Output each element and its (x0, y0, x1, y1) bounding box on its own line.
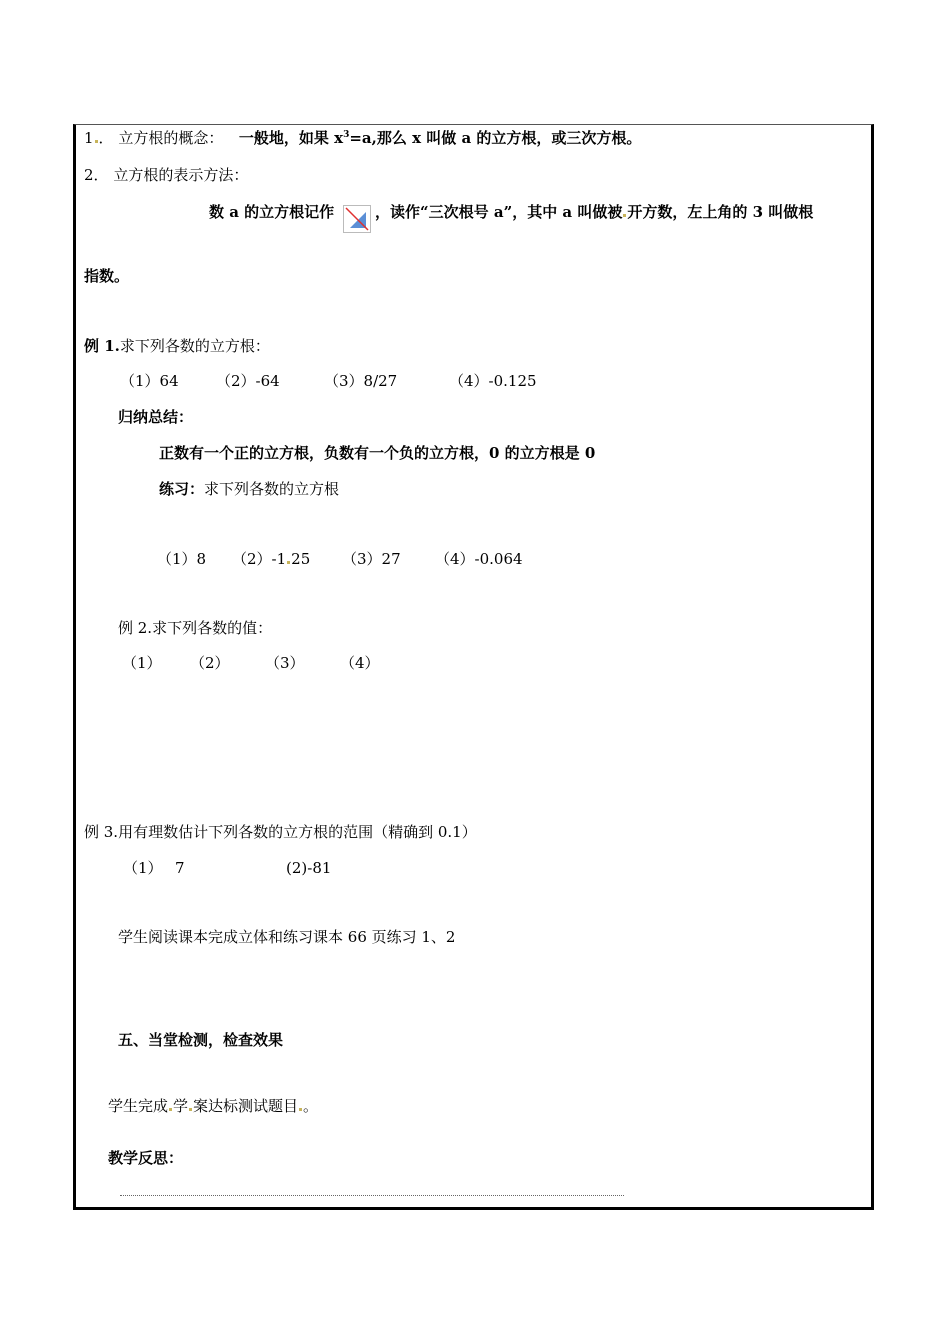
example2-item-1: （1） (122, 654, 162, 672)
concept-line: 1 ． 立方根的概念： 一般地，如果 $x^3=a$,那么 x 叫做 a 的立方根，或三次方根。 (84, 129, 642, 147)
example2-title: 例 2.求下列各数的值： (118, 619, 273, 637)
example1-prompt: 求下列各数的立方根： (119, 337, 270, 355)
concept-superscript: 3 (343, 130, 350, 140)
example1-title (84, 336, 270, 356)
representation-text-a: 数 a 的立方根记作 (209, 203, 335, 221)
reading-text: 学生阅读课本完成立体和练习课本 66 页练习 1、2 (118, 928, 456, 946)
practice-item-3: （3）27 (342, 550, 401, 568)
example3-item-2: (2)-81 (286, 859, 332, 877)
example1-label: 例 1. (84, 337, 120, 355)
concept-label: 立方根的概念： (118, 129, 224, 147)
yellow-mark (623, 214, 626, 217)
complete-line (108, 1096, 318, 1116)
yellow-mark (169, 1108, 172, 1111)
example3-item-1-value: 7 (175, 859, 185, 877)
concept-number: 1 (84, 129, 94, 147)
practice-text: 求下列各数的立方根 (204, 480, 340, 498)
broken-image-icon (343, 205, 371, 233)
complete-text-b: 学 (173, 1097, 189, 1115)
example3-title: 例 3.用有理数估计下列各数的立方根的范围（精确到 0.1） (84, 823, 477, 841)
yellow-mark (299, 1108, 302, 1111)
example1-item-3: （3）8/27 (324, 372, 398, 390)
section5-title: 五、当堂检测，检查效果 (118, 1031, 284, 1049)
representation-text-d: 指数。 (84, 267, 130, 285)
example1-item-2: （2）-64 (216, 372, 280, 390)
representation-text-b: ，读作“三次根号 a”，其中 a 叫做被 (375, 203, 623, 221)
practice-item-1: （1）8 (157, 550, 207, 568)
practice-label: 练习： (159, 480, 205, 498)
representation-number: 2． (84, 166, 109, 184)
example2-item-3: （3） (265, 654, 305, 672)
yellow-mark (287, 561, 290, 564)
representation-text-b-line (375, 202, 813, 222)
complete-text-a: 学生完成 (108, 1097, 169, 1115)
concept-text-b: =a,那么 x 叫做 a 的立方根，或三次方根。 (349, 129, 642, 147)
example1-item-1: （1）64 (120, 372, 179, 390)
yellow-mark (95, 140, 98, 143)
complete-text-c: 案达标测试题目 (193, 1097, 299, 1115)
representation-label: 立方根的表示方法： (113, 166, 249, 184)
reflection-title: 教学反思： (108, 1149, 184, 1167)
complete-text-d: 。 (303, 1097, 319, 1115)
concept-text-a: 一般地，如果 x (238, 129, 344, 147)
practice-item-2: （2）-1 25 (232, 550, 311, 568)
yellow-mark (189, 1108, 192, 1111)
example2-item-4: （4） (340, 654, 380, 672)
representation-text-c: 开方数，左上角的 3 叫做根 (627, 203, 814, 221)
reflection-dotted-line (120, 1195, 624, 1196)
summary-title: 归纳总结： (118, 408, 194, 426)
practice-item-4: （4）-0.064 (435, 550, 523, 568)
example3-item-1: （1） (123, 859, 163, 877)
representation-line (84, 165, 248, 185)
example2-item-2: （2） (190, 654, 230, 672)
example1-item-4: （4）-0.125 (449, 372, 537, 390)
practice-line (159, 479, 339, 499)
summary-text: 正数有一个正的立方根，负数有一个负的立方根，0 的立方根是 0 (159, 444, 596, 462)
